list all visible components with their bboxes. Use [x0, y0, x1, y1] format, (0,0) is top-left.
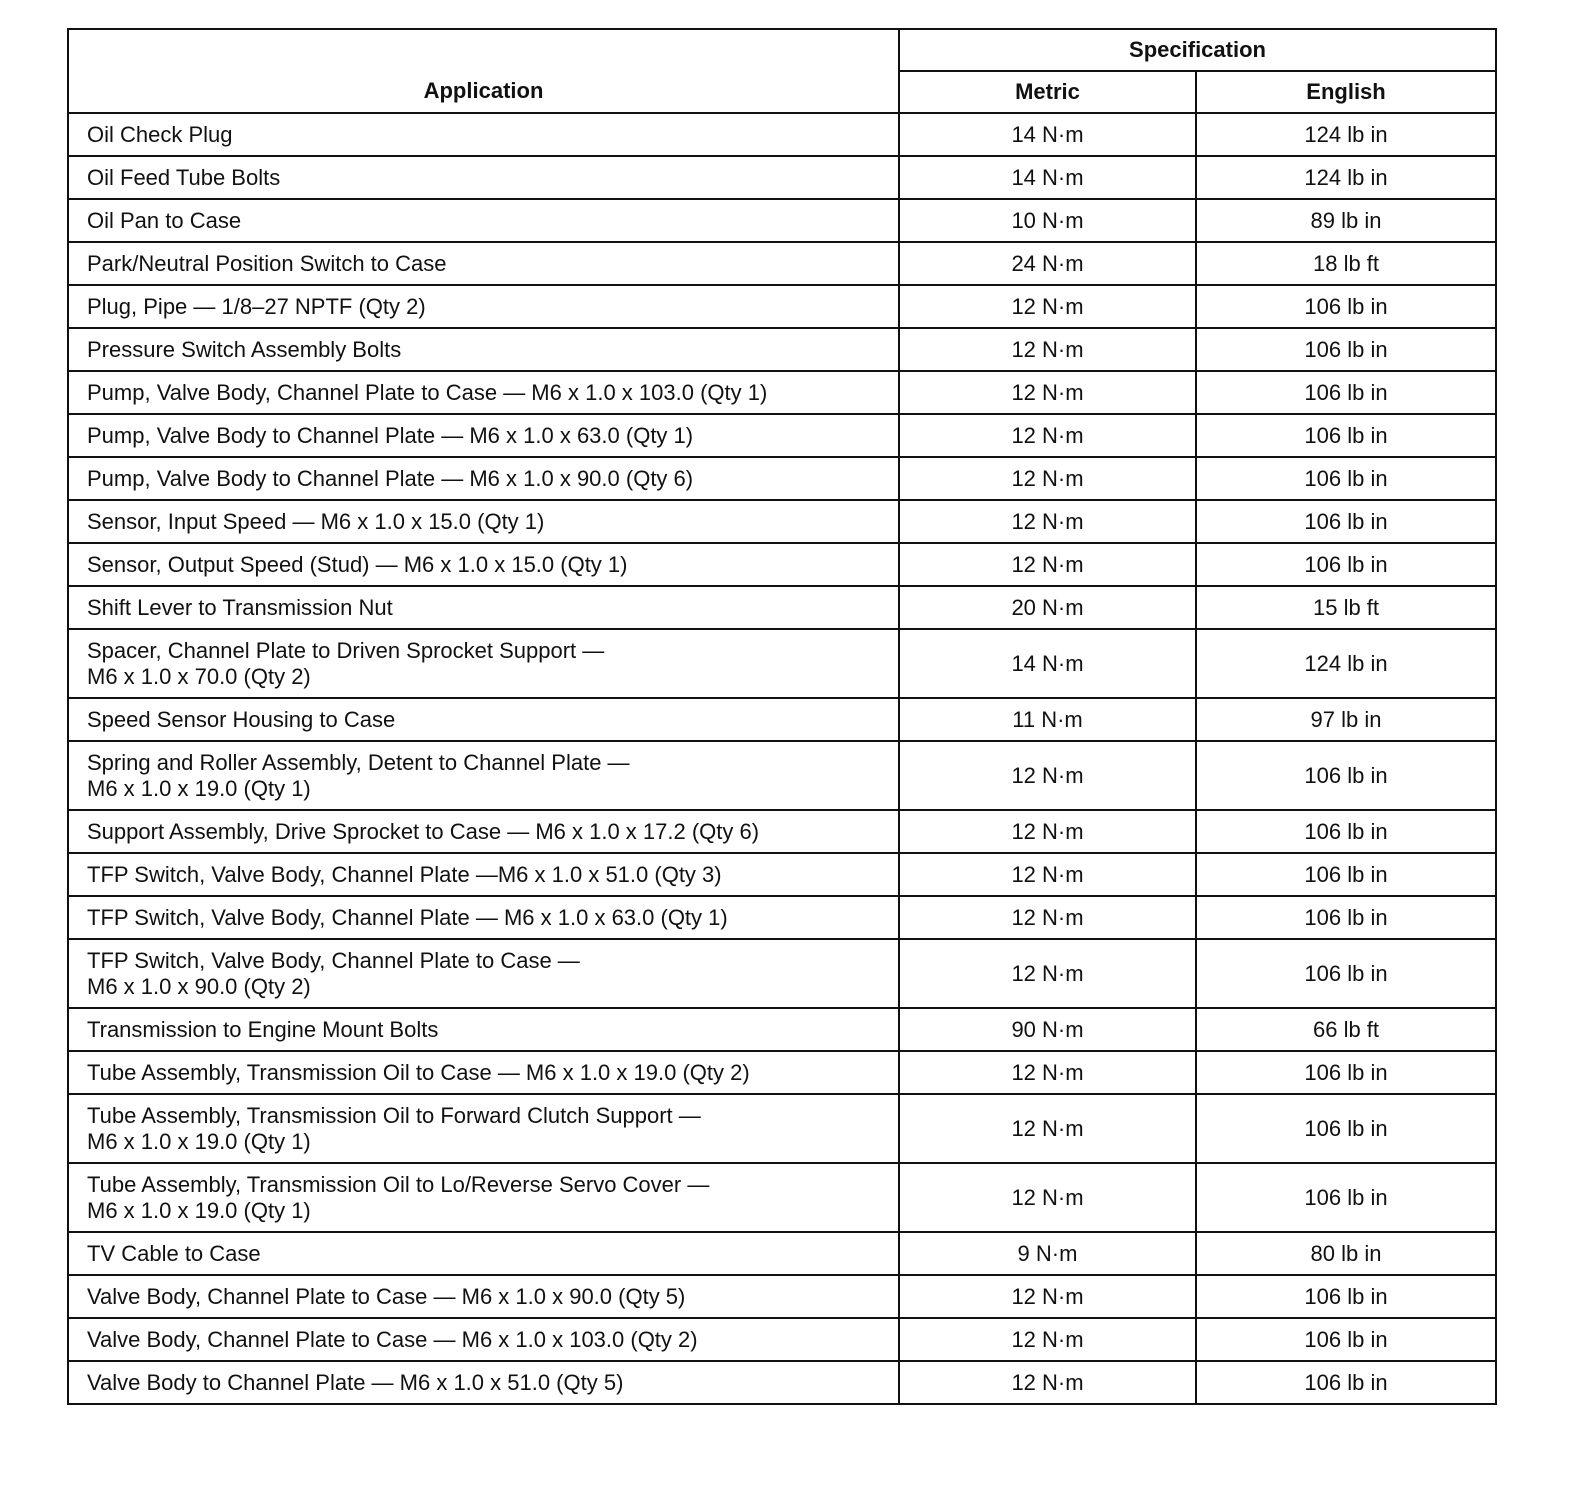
application-cell [68, 113, 899, 156]
table-row [68, 414, 1496, 457]
table-row [68, 328, 1496, 371]
application-text: TFP Switch, Valve Body, Channel Plate — M6 x 1.0 x 63.0 (Qty 1) [87, 904, 728, 930]
application-cell [68, 586, 899, 629]
english-cell: 124 lb in [1196, 629, 1496, 698]
english-cell: 106 lb in [1196, 500, 1496, 543]
specification-header: Specification [899, 29, 1496, 71]
application-cell [68, 741, 899, 810]
application-text: Spring and Roller Assembly, Detent to Channel Plate — [87, 749, 630, 775]
application-text: Spacer, Channel Plate to Driven Sprocket Support — [87, 637, 605, 663]
application-text: Valve Body, Channel Plate to Case — M6 x 1.0 x 103.0 (Qty 2) [87, 1326, 698, 1352]
application-text: Valve Body, Channel Plate to Case — M6 x 1.0 x 90.0 (Qty 5) [87, 1283, 686, 1309]
application-text: TFP Switch, Valve Body, Channel Plate to Case — [87, 947, 580, 973]
metric-cell: 9 N·m [899, 1232, 1196, 1275]
application-cell [68, 328, 899, 371]
application-cell [68, 1163, 899, 1232]
application-text: Oil Feed Tube Bolts [87, 164, 281, 190]
table-row [68, 741, 1496, 810]
english-cell: 106 lb in [1196, 543, 1496, 586]
table-row [68, 371, 1496, 414]
table-row [68, 939, 1496, 1008]
application-text: Support Assembly, Drive Sprocket to Case — M6 x 1.0 x 17.2 (Qty 6) [87, 818, 760, 844]
table-row [68, 698, 1496, 741]
application-text: Tube Assembly, Transmission Oil to Lo/Reverse Servo Cover — [87, 1171, 710, 1197]
metric-cell: 12 N·m [899, 543, 1196, 586]
metric-cell: 12 N·m [899, 285, 1196, 328]
table-row [68, 500, 1496, 543]
metric-cell: 12 N·m [899, 328, 1196, 371]
application-header: Application [68, 29, 899, 113]
metric-cell: 12 N·m [899, 414, 1196, 457]
metric-cell: 12 N·m [899, 500, 1196, 543]
application-text: Tube Assembly, Transmission Oil to Case — M6 x 1.0 x 19.0 (Qty 2) [87, 1059, 750, 1085]
application-cell [68, 371, 899, 414]
application-cell [68, 698, 899, 741]
metric-cell: 12 N·m [899, 939, 1196, 1008]
table-row [68, 1232, 1496, 1275]
application-text: M6 x 1.0 x 19.0 (Qty 1) [87, 1128, 311, 1154]
table-row [68, 810, 1496, 853]
metric-header: Metric [899, 71, 1196, 113]
english-cell: 106 lb in [1196, 1094, 1496, 1163]
application-text: M6 x 1.0 x 19.0 (Qty 1) [87, 775, 311, 801]
application-text: M6 x 1.0 x 70.0 (Qty 2) [87, 663, 311, 689]
table-row [68, 1318, 1496, 1361]
english-cell: 80 lb in [1196, 1232, 1496, 1275]
english-cell: 106 lb in [1196, 853, 1496, 896]
application-cell [68, 1361, 899, 1404]
table-row [68, 285, 1496, 328]
metric-cell: 24 N·m [899, 242, 1196, 285]
english-cell: 106 lb in [1196, 1163, 1496, 1232]
english-cell: 66 lb ft [1196, 1008, 1496, 1051]
english-cell: 106 lb in [1196, 371, 1496, 414]
metric-cell: 12 N·m [899, 853, 1196, 896]
metric-cell: 11 N·m [899, 698, 1196, 741]
english-cell: 106 lb in [1196, 285, 1496, 328]
application-text: Oil Check Plug [87, 121, 233, 147]
application-cell [68, 156, 899, 199]
table-row [68, 1361, 1496, 1404]
metric-cell: 12 N·m [899, 1318, 1196, 1361]
table-row [68, 242, 1496, 285]
application-text: Pump, Valve Body to Channel Plate — M6 x 1.0 x 63.0 (Qty 1) [87, 422, 694, 448]
application-cell [68, 1275, 899, 1318]
application-cell [68, 939, 899, 1008]
metric-cell: 14 N·m [899, 156, 1196, 199]
table-header [68, 29, 1496, 113]
english-cell: 106 lb in [1196, 810, 1496, 853]
table-row [68, 457, 1496, 500]
metric-cell: 12 N·m [899, 1361, 1196, 1404]
english-header: English [1196, 71, 1496, 113]
application-cell [68, 414, 899, 457]
application-text: M6 x 1.0 x 90.0 (Qty 2) [87, 973, 311, 999]
metric-cell: 12 N·m [899, 1163, 1196, 1232]
english-cell: 106 lb in [1196, 328, 1496, 371]
application-text: Tube Assembly, Transmission Oil to Forward Clutch Support — [87, 1102, 701, 1128]
table-body [68, 113, 1496, 1404]
application-cell [68, 1232, 899, 1275]
table-row [68, 1094, 1496, 1163]
application-cell [68, 629, 899, 698]
english-cell: 89 lb in [1196, 199, 1496, 242]
application-cell [68, 242, 899, 285]
application-cell [68, 1051, 899, 1094]
english-cell: 97 lb in [1196, 698, 1496, 741]
table-row [68, 1163, 1496, 1232]
torque-spec-table [67, 28, 1497, 1405]
application-cell [68, 199, 899, 242]
table-row [68, 586, 1496, 629]
metric-cell: 12 N·m [899, 1094, 1196, 1163]
metric-cell: 12 N·m [899, 457, 1196, 500]
application-cell [68, 500, 899, 543]
table-row [68, 156, 1496, 199]
application-cell [68, 1008, 899, 1051]
english-cell: 15 lb ft [1196, 586, 1496, 629]
application-text: TV Cable to Case [87, 1240, 261, 1266]
application-text: M6 x 1.0 x 19.0 (Qty 1) [87, 1197, 311, 1223]
metric-cell: 90 N·m [899, 1008, 1196, 1051]
metric-cell: 10 N·m [899, 199, 1196, 242]
metric-cell: 12 N·m [899, 896, 1196, 939]
table-row [68, 896, 1496, 939]
application-cell [68, 1318, 899, 1361]
application-text: Speed Sensor Housing to Case [87, 706, 396, 732]
application-text: Pressure Switch Assembly Bolts [87, 336, 402, 362]
metric-cell: 12 N·m [899, 1051, 1196, 1094]
application-text: Pump, Valve Body, Channel Plate to Case — M6 x 1.0 x 103.0 (Qty 1) [87, 379, 768, 405]
metric-cell: 20 N·m [899, 586, 1196, 629]
application-cell [68, 285, 899, 328]
table-row [68, 1051, 1496, 1094]
english-cell: 106 lb in [1196, 414, 1496, 457]
table-row [68, 1008, 1496, 1051]
english-cell: 106 lb in [1196, 1051, 1496, 1094]
table-row [68, 199, 1496, 242]
table-row [68, 543, 1496, 586]
application-text: TFP Switch, Valve Body, Channel Plate —M6 x 1.0 x 51.0 (Qty 3) [87, 861, 722, 887]
english-cell: 106 lb in [1196, 457, 1496, 500]
english-cell: 106 lb in [1196, 939, 1496, 1008]
table-row [68, 629, 1496, 698]
application-cell [68, 1094, 899, 1163]
metric-cell: 12 N·m [899, 1275, 1196, 1318]
metric-cell: 12 N·m [899, 810, 1196, 853]
application-text: Park/Neutral Position Switch to Case [87, 250, 447, 276]
application-text: Valve Body to Channel Plate — M6 x 1.0 x 51.0 (Qty 5) [87, 1369, 624, 1395]
english-cell: 18 lb ft [1196, 242, 1496, 285]
english-cell: 106 lb in [1196, 741, 1496, 810]
application-text: Shift Lever to Transmission Nut [87, 594, 393, 620]
english-cell: 106 lb in [1196, 896, 1496, 939]
table-row [68, 853, 1496, 896]
application-cell [68, 810, 899, 853]
application-cell [68, 457, 899, 500]
application-text: Sensor, Input Speed — M6 x 1.0 x 15.0 (Qty 1) [87, 508, 545, 534]
english-cell: 106 lb in [1196, 1275, 1496, 1318]
metric-cell: 14 N·m [899, 113, 1196, 156]
application-text: Plug, Pipe — 1/8–27 NPTF (Qty 2) [87, 293, 426, 319]
table-row [68, 113, 1496, 156]
metric-cell: 14 N·m [899, 629, 1196, 698]
application-cell [68, 853, 899, 896]
application-text: Oil Pan to Case [87, 207, 242, 233]
metric-cell: 12 N·m [899, 741, 1196, 810]
application-cell [68, 543, 899, 586]
english-cell: 124 lb in [1196, 156, 1496, 199]
english-cell: 124 lb in [1196, 113, 1496, 156]
table-row [68, 1275, 1496, 1318]
metric-cell: 12 N·m [899, 371, 1196, 414]
english-cell: 106 lb in [1196, 1361, 1496, 1404]
application-text: Pump, Valve Body to Channel Plate — M6 x 1.0 x 90.0 (Qty 6) [87, 465, 694, 491]
english-cell: 106 lb in [1196, 1318, 1496, 1361]
application-cell [68, 896, 899, 939]
application-text: Transmission to Engine Mount Bolts [87, 1016, 439, 1042]
application-text: Sensor, Output Speed (Stud) — M6 x 1.0 x 15.0 (Qty 1) [87, 551, 628, 577]
